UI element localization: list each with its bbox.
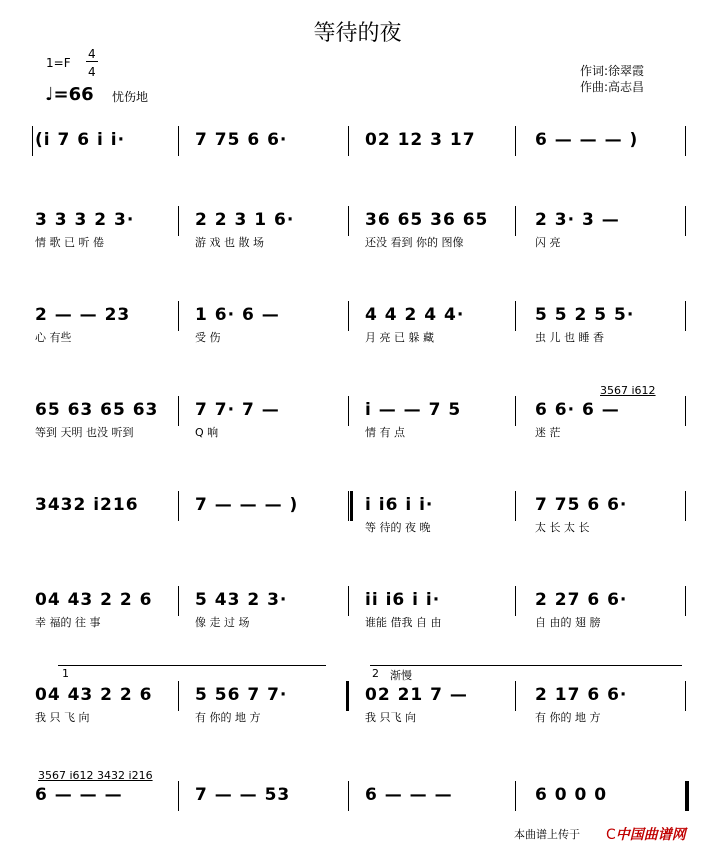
- time-signature-divider: [86, 61, 98, 62]
- bar-line: [178, 396, 179, 426]
- measure-notes: 04 43 2 2 6: [35, 590, 153, 610]
- time-signature-top: 4: [88, 47, 96, 61]
- bar-line: [685, 491, 686, 521]
- measure-notes: 3432 i216: [35, 495, 139, 515]
- lyric-line: 我 只 飞 向: [35, 711, 90, 724]
- lyric-line: 闪 亮: [535, 236, 561, 249]
- measure-notes: 04 43 2 2 6: [35, 685, 153, 705]
- lyric-line: 还没 看到 你的 图像: [365, 236, 464, 249]
- bar-line: [685, 586, 686, 616]
- measure-notes: 6 — — —: [365, 785, 453, 805]
- lyric-line: 我 只飞 向: [365, 711, 416, 724]
- bar-line: [178, 301, 179, 331]
- measure-notes: 5 56 7 7·: [195, 685, 288, 705]
- volta-2-label: 2: [372, 667, 379, 680]
- measure-notes: 02 12 3 17: [365, 130, 476, 150]
- bar-line: [685, 206, 686, 236]
- measure-notes: 6 0 0 0: [535, 785, 608, 805]
- bar-line: [178, 586, 179, 616]
- lyric-line: 像 走 过 场: [195, 616, 250, 629]
- page-title: 等待的夜: [313, 21, 402, 46]
- measure-notes: 2 17 6 6·: [535, 685, 628, 705]
- bar-line: [515, 681, 516, 711]
- measure-notes: 7 75 6 6·: [195, 130, 288, 150]
- quarter-note-icon: ♩: [45, 84, 54, 105]
- measure-notes: ii i6 i i·: [365, 590, 441, 610]
- bar-line: [348, 206, 349, 236]
- measure-notes: 5 5 2 5 5·: [535, 305, 635, 325]
- measure-notes: i — — 7 5: [365, 400, 462, 420]
- bar-line: [178, 491, 179, 521]
- bar-line: [178, 126, 179, 156]
- lyric-line: 游 戏 也 散 场: [195, 236, 264, 249]
- bar-line: [178, 781, 179, 811]
- bar-line: [348, 491, 349, 521]
- repeat-start-bar: [350, 491, 353, 521]
- lyric-line: 受 伤: [195, 331, 221, 344]
- measure-notes: 3 3 3 2 3·: [35, 210, 135, 230]
- volta-1-label: 1: [62, 667, 69, 680]
- ritardando-mark: 渐慢: [390, 669, 412, 682]
- lyric-line: 有 你的 地 方: [195, 711, 261, 724]
- bar-line: [178, 681, 179, 711]
- bar-line-start: [32, 126, 33, 156]
- lyric-line: 虫 儿 也 睡 香: [535, 331, 604, 344]
- lyric-line: 太 长 太 长: [535, 521, 590, 534]
- measure-notes: 7 — — — ): [195, 495, 299, 515]
- repeat-end-bar: [346, 681, 349, 711]
- bar-line: [348, 781, 349, 811]
- bar-line: [515, 126, 516, 156]
- measure-notes: 5 43 2 3·: [195, 590, 288, 610]
- site-brand-text: 中国曲谱网: [615, 827, 686, 843]
- measure-notes: 7 — — 53: [195, 785, 291, 805]
- lyricist-credit: 作词:徐翠霞: [580, 64, 645, 78]
- lyric-line: 自 由的 翅 膀: [535, 616, 601, 629]
- measure-notes: 2 3· 3 —: [535, 210, 620, 230]
- lyric-line: 心 有些: [35, 331, 72, 344]
- bar-line: [515, 396, 516, 426]
- grace-notes: 3567 i612: [600, 384, 656, 397]
- lyric-line: 情 有 点: [365, 426, 405, 439]
- composer-credit: 作曲:高志昌: [580, 80, 645, 94]
- footer-brand: [606, 824, 686, 844]
- measure-notes: 1 6· 6 —: [195, 305, 280, 325]
- lyric-line: 谁能 借我 自 由: [365, 616, 442, 629]
- measure-notes: (i 7 6 i i·: [35, 130, 126, 150]
- measure-notes: 6 6· 6 —: [535, 400, 620, 420]
- tempo-value: =66: [53, 84, 94, 105]
- measure-notes: 02 21 7 —: [365, 685, 468, 705]
- key-signature: 1=F: [46, 56, 71, 70]
- bar-line: [685, 126, 686, 156]
- bar-line: [515, 586, 516, 616]
- bar-line: [685, 396, 686, 426]
- lyric-line: 等到 天明 也没 听到: [35, 426, 134, 439]
- bar-line: [348, 586, 349, 616]
- bar-line: [515, 781, 516, 811]
- tempo-line: [45, 84, 94, 105]
- measure-notes: 6 — — — ): [535, 130, 639, 150]
- measure-notes: 65 63 65 63: [35, 400, 159, 420]
- measure-notes: 2 2 3 1 6·: [195, 210, 295, 230]
- bar-line: [515, 491, 516, 521]
- grace-notes: 3567 i612 3432 i216: [38, 769, 153, 782]
- volta-1-bracket: [58, 665, 326, 666]
- bar-line: [685, 301, 686, 331]
- bar-line: [348, 126, 349, 156]
- bar-line: [348, 301, 349, 331]
- measure-notes: 7 7· 7 —: [195, 400, 280, 420]
- lyric-line: 等 待的 夜 晚: [365, 521, 431, 534]
- measure-notes: 4 4 2 4 4·: [365, 305, 465, 325]
- lyric-line: Q 响: [195, 426, 219, 439]
- lyric-line: 月 亮 已 躲 藏: [365, 331, 434, 344]
- lyric-line: 有 你的 地 方: [535, 711, 601, 724]
- lyric-line: 迷 茫: [535, 426, 561, 439]
- measure-notes: 2 27 6 6·: [535, 590, 628, 610]
- final-bar: [686, 781, 689, 811]
- bar-line: [685, 681, 686, 711]
- measure-notes: 6 — — —: [35, 785, 123, 805]
- measure-notes: 36 65 36 65: [365, 210, 489, 230]
- site-logo-icon: C: [606, 827, 616, 843]
- volta-2-bracket: [370, 665, 682, 666]
- lyric-line: 幸 福的 往 事: [35, 616, 101, 629]
- measure-notes: i i6 i i·: [365, 495, 434, 515]
- bar-line: [515, 301, 516, 331]
- time-signature-bottom: 4: [88, 65, 96, 79]
- measure-notes: 2 — — 23: [35, 305, 131, 325]
- expression-mark: 忧伤地: [112, 90, 149, 104]
- lyric-line: 情 歌 已 听 倦: [35, 236, 104, 249]
- bar-line: [515, 206, 516, 236]
- footer-text: 本曲谱上传于: [514, 828, 580, 841]
- bar-line: [348, 396, 349, 426]
- bar-line: [178, 206, 179, 236]
- measure-notes: 7 75 6 6·: [535, 495, 628, 515]
